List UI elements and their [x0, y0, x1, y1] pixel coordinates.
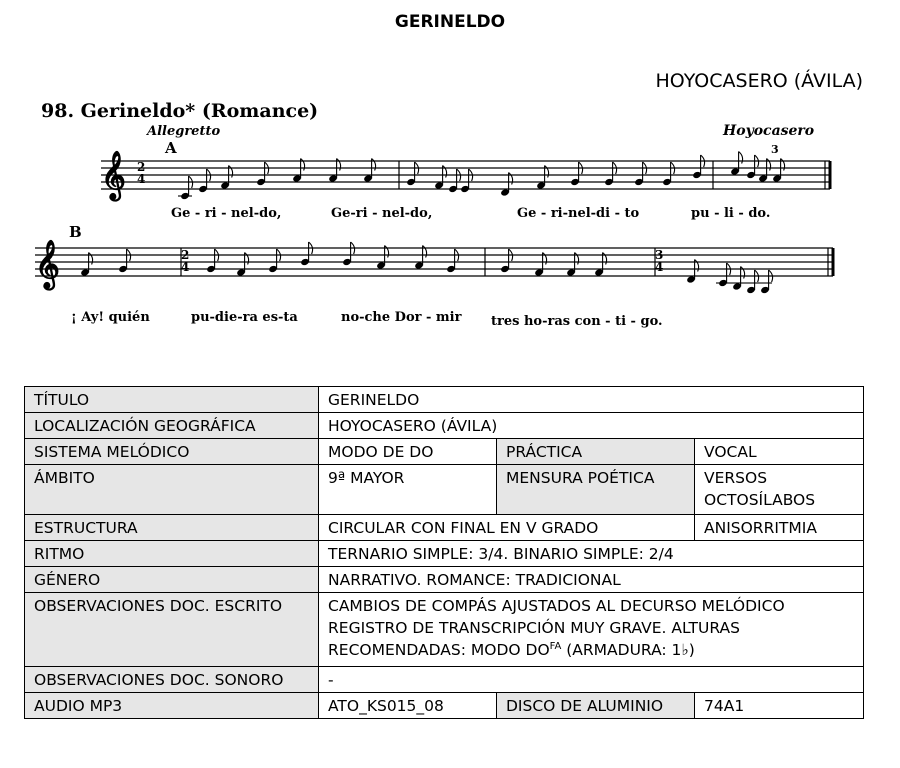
table-row-obs-sonoro: [25, 667, 864, 693]
observation-line: REGISTRO DE TRANSCRIPCIÓN MUY GRAVE. ALTURAS: [328, 619, 740, 637]
table-row-ambito: [25, 465, 864, 515]
note-flag: [741, 267, 745, 279]
score-tempo: Allegretto: [147, 124, 221, 139]
note-flag: [543, 253, 547, 265]
metadata-table: [24, 386, 864, 719]
row-value: CIRCULAR CON FINAL EN V GRADO: [319, 515, 695, 541]
superscript-mode: FA: [549, 640, 562, 652]
observation-text: RECOMENDADAS: MODO DO: [328, 641, 550, 659]
time-signature-bottom: 4: [181, 260, 190, 274]
music-score: [35, 93, 845, 343]
table-row-localizacion: [25, 413, 864, 439]
note-flag: [575, 253, 579, 265]
table-row-sistema: [25, 439, 864, 465]
table-row-estructura: [25, 515, 864, 541]
row-label: GÉNERO: [25, 567, 319, 593]
row-value: MODO DE DO: [319, 439, 497, 465]
staff-2-lines: [35, 248, 833, 276]
note-flag: [443, 166, 447, 178]
section-a-label: A: [165, 139, 177, 157]
row-value: 9ª MAYOR: [319, 465, 497, 515]
treble-clef-icon: 𝄞: [35, 239, 60, 288]
table-row-obs-escrito: [25, 593, 864, 667]
row-value: [319, 593, 864, 667]
row-label: ESTRUCTURA: [25, 515, 319, 541]
row-value: HOYOCASERO (ÁVILA): [319, 413, 864, 439]
table-row-titulo: [25, 387, 864, 413]
staff-2: [35, 239, 833, 294]
document-location: HOYOCASERO (ÁVILA): [655, 70, 863, 92]
section-b-label: B: [69, 223, 82, 241]
row-sub-value: 74A1: [695, 693, 864, 719]
table-row-ritmo: [25, 541, 864, 567]
lyrics-line-2: [71, 310, 663, 329]
score-place: Hoyocasero: [723, 123, 815, 139]
lyric-syllables: Ge-ri - nel-do,: [331, 206, 433, 221]
row-label: LOCALIZACIÓN GEOGRÁFICA: [25, 413, 319, 439]
row-sub-label: MENSURA POÉTICA: [497, 465, 695, 515]
note-flag: [229, 166, 233, 178]
note-flag: [372, 159, 376, 171]
document-title: GERINELDO: [394, 12, 506, 32]
row-value: GERINELDO: [319, 387, 864, 413]
row-sub-label: DISCO DE ALUMINIO: [497, 693, 695, 719]
row-label: ÁMBITO: [25, 465, 319, 515]
row-sub-value: VOCAL: [695, 439, 864, 465]
tuplet-number: 3: [771, 143, 779, 156]
note-flag: [603, 253, 607, 265]
lyric-syllables: ¡ Ay! quién: [71, 310, 150, 325]
note-flag: [545, 166, 549, 178]
note-flag: [509, 173, 513, 185]
row-sub-value: [695, 465, 864, 515]
lyrics-line-1: [171, 206, 770, 221]
time-signature-top: 3: [655, 248, 664, 262]
row-label: AUDIO MP3: [25, 693, 319, 719]
row-label: RITMO: [25, 541, 319, 567]
note-flag: [767, 159, 771, 171]
row-label: TÍTULO: [25, 387, 319, 413]
row-label: OBSERVACIONES DOC. ESCRITO: [25, 593, 319, 667]
row-label: SISTEMA MELÓDICO: [25, 439, 319, 465]
row-sub-value-line: VERSOS: [704, 469, 768, 487]
row-value: ATO_KS015_08: [319, 693, 497, 719]
lyric-syllables: Ge - ri-nel-di - to: [517, 206, 640, 221]
row-value: TERNARIO SIMPLE: 3/4. BINARIO SIMPLE: 2/4: [319, 541, 864, 567]
note-flag: [89, 253, 93, 265]
row-sub-value-line: OCTOSÍLABOS: [704, 491, 816, 509]
time-signature-bottom: 4: [137, 172, 146, 186]
table-row-audio: [25, 693, 864, 719]
staff-1: [101, 143, 830, 202]
observation-line: [328, 639, 854, 661]
note-flag: [301, 159, 305, 171]
row-sub-label: PRÁCTICA: [497, 439, 695, 465]
row-label: OBSERVACIONES DOC. SONORO: [25, 667, 319, 693]
row-extra: ANISORRITMIA: [695, 515, 864, 541]
lyric-syllables: pu-die-ra es-ta: [191, 310, 298, 325]
note-flag: [781, 159, 785, 171]
lyric-syllables: tres ho-ras con - ti - go.: [491, 314, 663, 329]
staff-1-notes: [178, 152, 785, 201]
treble-clef-icon: 𝄞: [101, 150, 126, 199]
lyric-syllables: pu - li - do.: [691, 206, 771, 221]
note-flag: [423, 246, 427, 258]
time-signature-top: 2: [137, 160, 146, 174]
observation-line: CAMBIOS DE COMPÁS AJUSTADOS AL DECURSO MELÓDICO: [328, 597, 785, 615]
observation-text: (ARMADURA: 1♭): [561, 641, 695, 659]
row-value: NARRATIVO. ROMANCE: TRADICIONAL: [319, 567, 864, 593]
lyric-syllables: Ge - ri - nel-do,: [171, 206, 282, 221]
note-flag: [739, 152, 743, 164]
row-value: -: [319, 667, 864, 693]
table-row-genero: [25, 567, 864, 593]
score-heading: 98. Gerineldo* (Romance): [41, 100, 319, 122]
note-flag: [385, 246, 389, 258]
time-signature-bottom: 4: [655, 260, 664, 274]
note-flag: [337, 159, 341, 171]
note-flag: [695, 260, 699, 272]
lyric-syllables: no-che Dor - mir: [341, 310, 462, 325]
time-signature-top: 2: [181, 248, 190, 262]
note-flag: [245, 253, 249, 265]
